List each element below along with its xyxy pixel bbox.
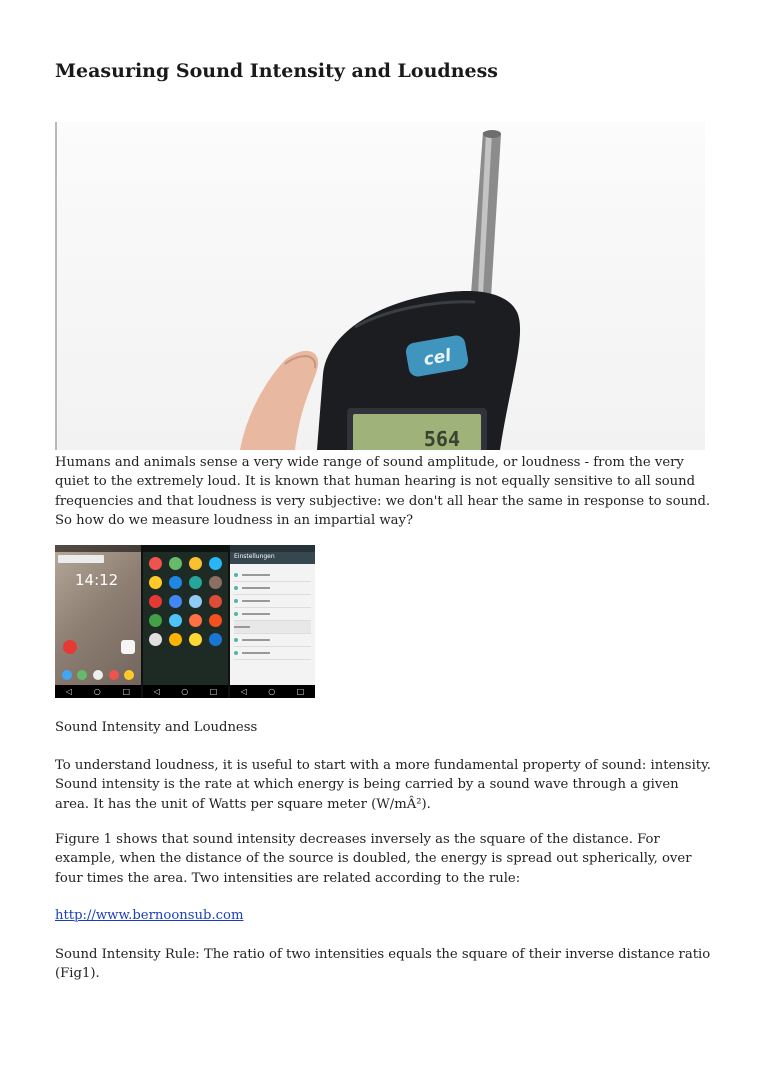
hangouts-icon [149, 614, 162, 627]
row-label [242, 574, 270, 576]
google-earth-icon [189, 595, 202, 608]
android-screenshots [55, 545, 315, 698]
maps-icon [149, 633, 162, 646]
downloads-icon [169, 557, 182, 570]
lcd-reading: 564 [423, 427, 460, 450]
earth-icon [169, 576, 182, 589]
nav-bar [230, 685, 315, 698]
recents-icon: □ [122, 687, 131, 696]
home-icon: ○ [93, 687, 101, 696]
image-border [55, 122, 57, 450]
source-link[interactable]: http://www.bernoonsub.com [55, 908, 244, 923]
chrome-icon [149, 557, 162, 570]
logo-text: cel [422, 345, 453, 371]
data-usage-icon [234, 599, 238, 603]
back-icon: ◁ [65, 687, 73, 696]
status-bar [230, 545, 315, 552]
settings-screen [230, 545, 315, 698]
nav-bar [55, 685, 141, 698]
sound-meter-photo [55, 122, 705, 450]
gmail-icon [63, 640, 77, 654]
chrome-icon [109, 670, 119, 680]
sound-meter-illustration [55, 122, 705, 450]
settings-row [234, 595, 311, 608]
files-icon [149, 576, 162, 589]
sound-icon [234, 651, 238, 655]
row-label [242, 652, 270, 654]
apps-icon [93, 670, 103, 680]
hand [240, 351, 318, 450]
google-icon [169, 595, 182, 608]
drive-icon [189, 557, 202, 570]
nav-bar [143, 685, 228, 698]
display-icon [234, 638, 238, 642]
status-bar [143, 545, 228, 552]
google-search-bar [58, 555, 104, 563]
settings-icon [189, 576, 202, 589]
intensity-paragraph: To understand loudness, it is useful to start with a more fundamental property of sound: intensity. Sound intensity is the rate at which energy is being carried by a sound wave through a given area. It has the unit of Watts per square meter (W/mÂ²). [55, 758, 711, 812]
row-label [242, 600, 270, 602]
row-label [242, 639, 270, 641]
google-plus-icon [209, 595, 222, 608]
contacts-icon [209, 614, 222, 627]
settings-title: Einstellungen [234, 553, 275, 560]
meter-probe-tip [483, 130, 501, 138]
home-icon: ○ [268, 687, 276, 696]
rule-paragraph: Sound Intensity Rule: The ratio of two intensities equals the square of their inverse distance ratio (Fig1). [55, 947, 711, 982]
calendar-icon [169, 614, 182, 627]
home-screen [55, 545, 141, 698]
settings-row [234, 634, 311, 647]
camera-icon [189, 614, 202, 627]
settings-row [234, 608, 311, 621]
link-paragraph [55, 906, 715, 925]
settings-list [234, 569, 311, 660]
page-title: Measuring Sound Intensity and Loudness [55, 60, 498, 82]
gmail-icon [149, 595, 162, 608]
recents-icon: □ [296, 687, 305, 696]
app-grid [147, 557, 224, 646]
photos-icon [209, 576, 222, 589]
section-heading: Sound Intensity and Loudness [55, 720, 258, 735]
clock-widget: 14:12 [75, 571, 119, 589]
figure-paragraph: Figure 1 shows that sound intensity decreases inversely as the square of the distance. For example, when the distance of the source is doubled, the energy is spread out spherically, over four times the area. Two intensities are related according to the rule: [55, 832, 692, 886]
play-books-icon [209, 633, 222, 646]
more-icon [234, 612, 238, 616]
phone-icon [62, 670, 72, 680]
row-label [242, 587, 270, 589]
dropbox-icon [209, 557, 222, 570]
keep-icon [189, 633, 202, 646]
camera-icon [124, 670, 134, 680]
hangouts-icon [77, 670, 87, 680]
dock [59, 670, 137, 680]
wifi-icon [234, 573, 238, 577]
news-icon [169, 633, 182, 646]
settings-header [230, 552, 315, 564]
bluetooth-icon [234, 586, 238, 590]
lcd-display [353, 414, 481, 450]
app-drawer-screen [143, 545, 228, 698]
home-icon: ○ [181, 687, 189, 696]
back-icon: ◁ [153, 687, 160, 696]
section-label [234, 626, 250, 628]
settings-row [234, 582, 311, 595]
recents-icon: □ [209, 687, 218, 696]
settings-row [234, 569, 311, 582]
intro-paragraph: Humans and animals sense a very wide range of sound amplitude, or loudness - from the very quiet to the extremely loud. It is known that human hearing is not equally sensitive to all sound frequencies and that loudness is very subjective: we don't all hear the same in response to sound. So how do we measure loudness in an impartial way? [55, 455, 711, 528]
settings-row [234, 647, 311, 660]
settings-section [234, 621, 311, 634]
row-label [242, 613, 270, 615]
back-icon: ◁ [240, 687, 247, 696]
status-bar [55, 545, 141, 552]
play-store-icon [121, 640, 135, 654]
